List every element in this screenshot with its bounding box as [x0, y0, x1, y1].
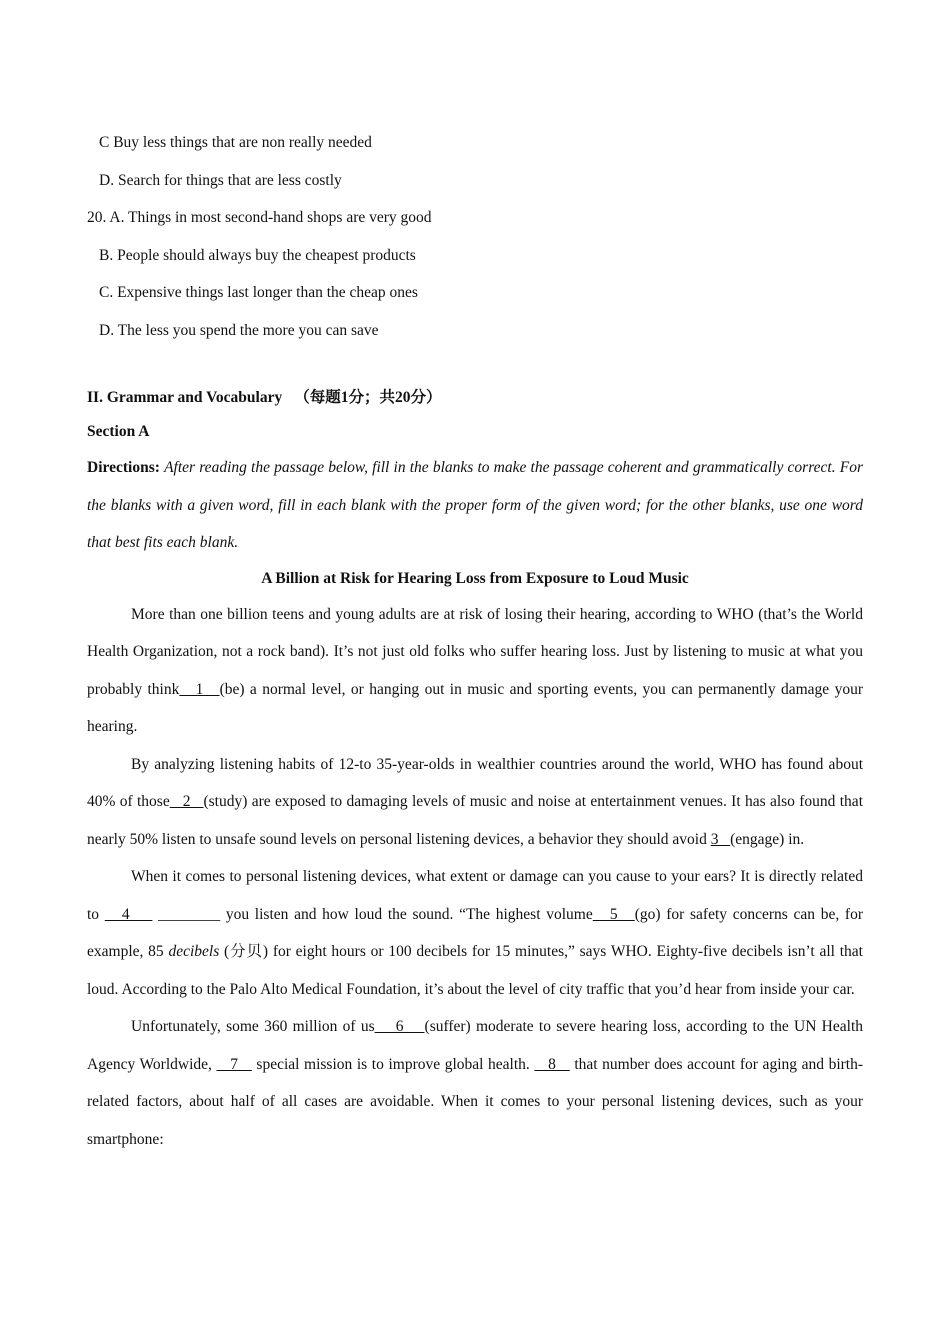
- paragraph-text: Unfortunately, some 360 million of us: [131, 1018, 375, 1035]
- blank-5: 5: [592, 905, 635, 923]
- blank-4-extension: ________: [152, 905, 226, 923]
- spacer: [87, 349, 863, 381]
- directions-text: After reading the passage below, fill in the blanks to make the passage coherent and grammatically correct. For the blanks with a given word, fill in each blank with the proper form of the given word; for the other blanks, use one word that best fits each blank.: [87, 459, 863, 551]
- paragraph-2: [87, 746, 863, 859]
- section-points: （每题1分；共20分）: [294, 389, 442, 406]
- term-decibels: decibels: [168, 943, 220, 960]
- section-heading: [87, 381, 863, 415]
- option-d-q19: D. Search for things that are less costly: [99, 171, 342, 189]
- question-20-option-b: B. People should always buy the cheapest products: [99, 246, 416, 264]
- document-content: [87, 124, 863, 1158]
- section-subheading: Section A: [87, 423, 150, 440]
- question-20-option-d: D. The less you spend the more you can save: [99, 321, 379, 339]
- paragraph-4: [87, 1008, 863, 1158]
- paragraph-text: By analyzing listening habits of 12-to 35-year-olds in wealthier countries around the world, WHO has found about 40% of those: [87, 755, 863, 810]
- directions: [87, 449, 863, 562]
- blank-1: 1: [179, 680, 220, 698]
- paragraph-1: [87, 596, 863, 746]
- question-20-option-c: C. Expensive things last longer than the cheap ones: [99, 284, 418, 301]
- chinese-gloss: (分贝): [219, 943, 273, 960]
- option-c-q19: C Buy less things that are non really needed: [99, 134, 372, 151]
- blank-4: 4: [104, 905, 153, 923]
- section-title: II. Grammar and Vocabulary: [87, 389, 283, 406]
- paragraph-text: that number does account for aging and birth-related factors, about half of all cases are avoidable. When it comes to your personal listening devices, such as your smartphone:: [87, 1055, 864, 1148]
- blank-3: 3: [710, 830, 731, 848]
- blank-2: 2: [169, 793, 204, 810]
- paragraph-text: for eight hours or 100 decibels for 15 minutes,” says WHO. Eighty-five decibels isn’t all that loud. According to the Palo Alto Medical Foundation, it’s about the level of city traffic that you’d hear from inside your car.: [87, 943, 863, 998]
- blank-7: 7: [216, 1055, 252, 1073]
- paragraph-text: you listen and how loud the sound. “The highest volume: [225, 905, 593, 923]
- blank-8: 8: [534, 1055, 570, 1073]
- passage-title: A Billion at Risk for Hearing Loss from Exposure to Loud Music: [261, 569, 689, 587]
- paragraph-text: (engage) in.: [730, 830, 805, 848]
- paragraph-text: (be) a normal level, or hanging out in music and sporting events, you can permanently damage your hearing.: [87, 680, 864, 735]
- paragraph-text: More than one billion teens and young adults are at risk of losing their hearing, according to WHO (that’s the World Health Organization, not a rock band). It’s not just old folks who suffer hearing loss. Just by listening to music at what you probably think: [87, 605, 863, 698]
- paragraph-text: (suffer) moderate to severe hearing loss, according to the UN Health Agency Worldwide,: [87, 1018, 863, 1073]
- paragraph-text: (study) are exposed to damaging levels of music and noise at entertainment venues. It has also found that nearly 50% listen to unsafe sound levels on personal listening devices, a behavior they should avoid: [87, 793, 863, 848]
- paragraph-3: [87, 858, 863, 1008]
- paragraph-text: When it comes to personal listening devices, what extent or damage can you cause to your ears? It is directly related to: [87, 868, 863, 923]
- directions-label: Directions:: [87, 459, 160, 476]
- paragraph-text: (go) for safety concerns can be, for example, 85: [87, 905, 863, 960]
- blank-6: 6: [374, 1018, 425, 1035]
- question-20-option-a: 20. A. Things in most second-hand shops are very good: [87, 209, 432, 226]
- paragraph-text: special mission is to improve global health.: [251, 1055, 535, 1073]
